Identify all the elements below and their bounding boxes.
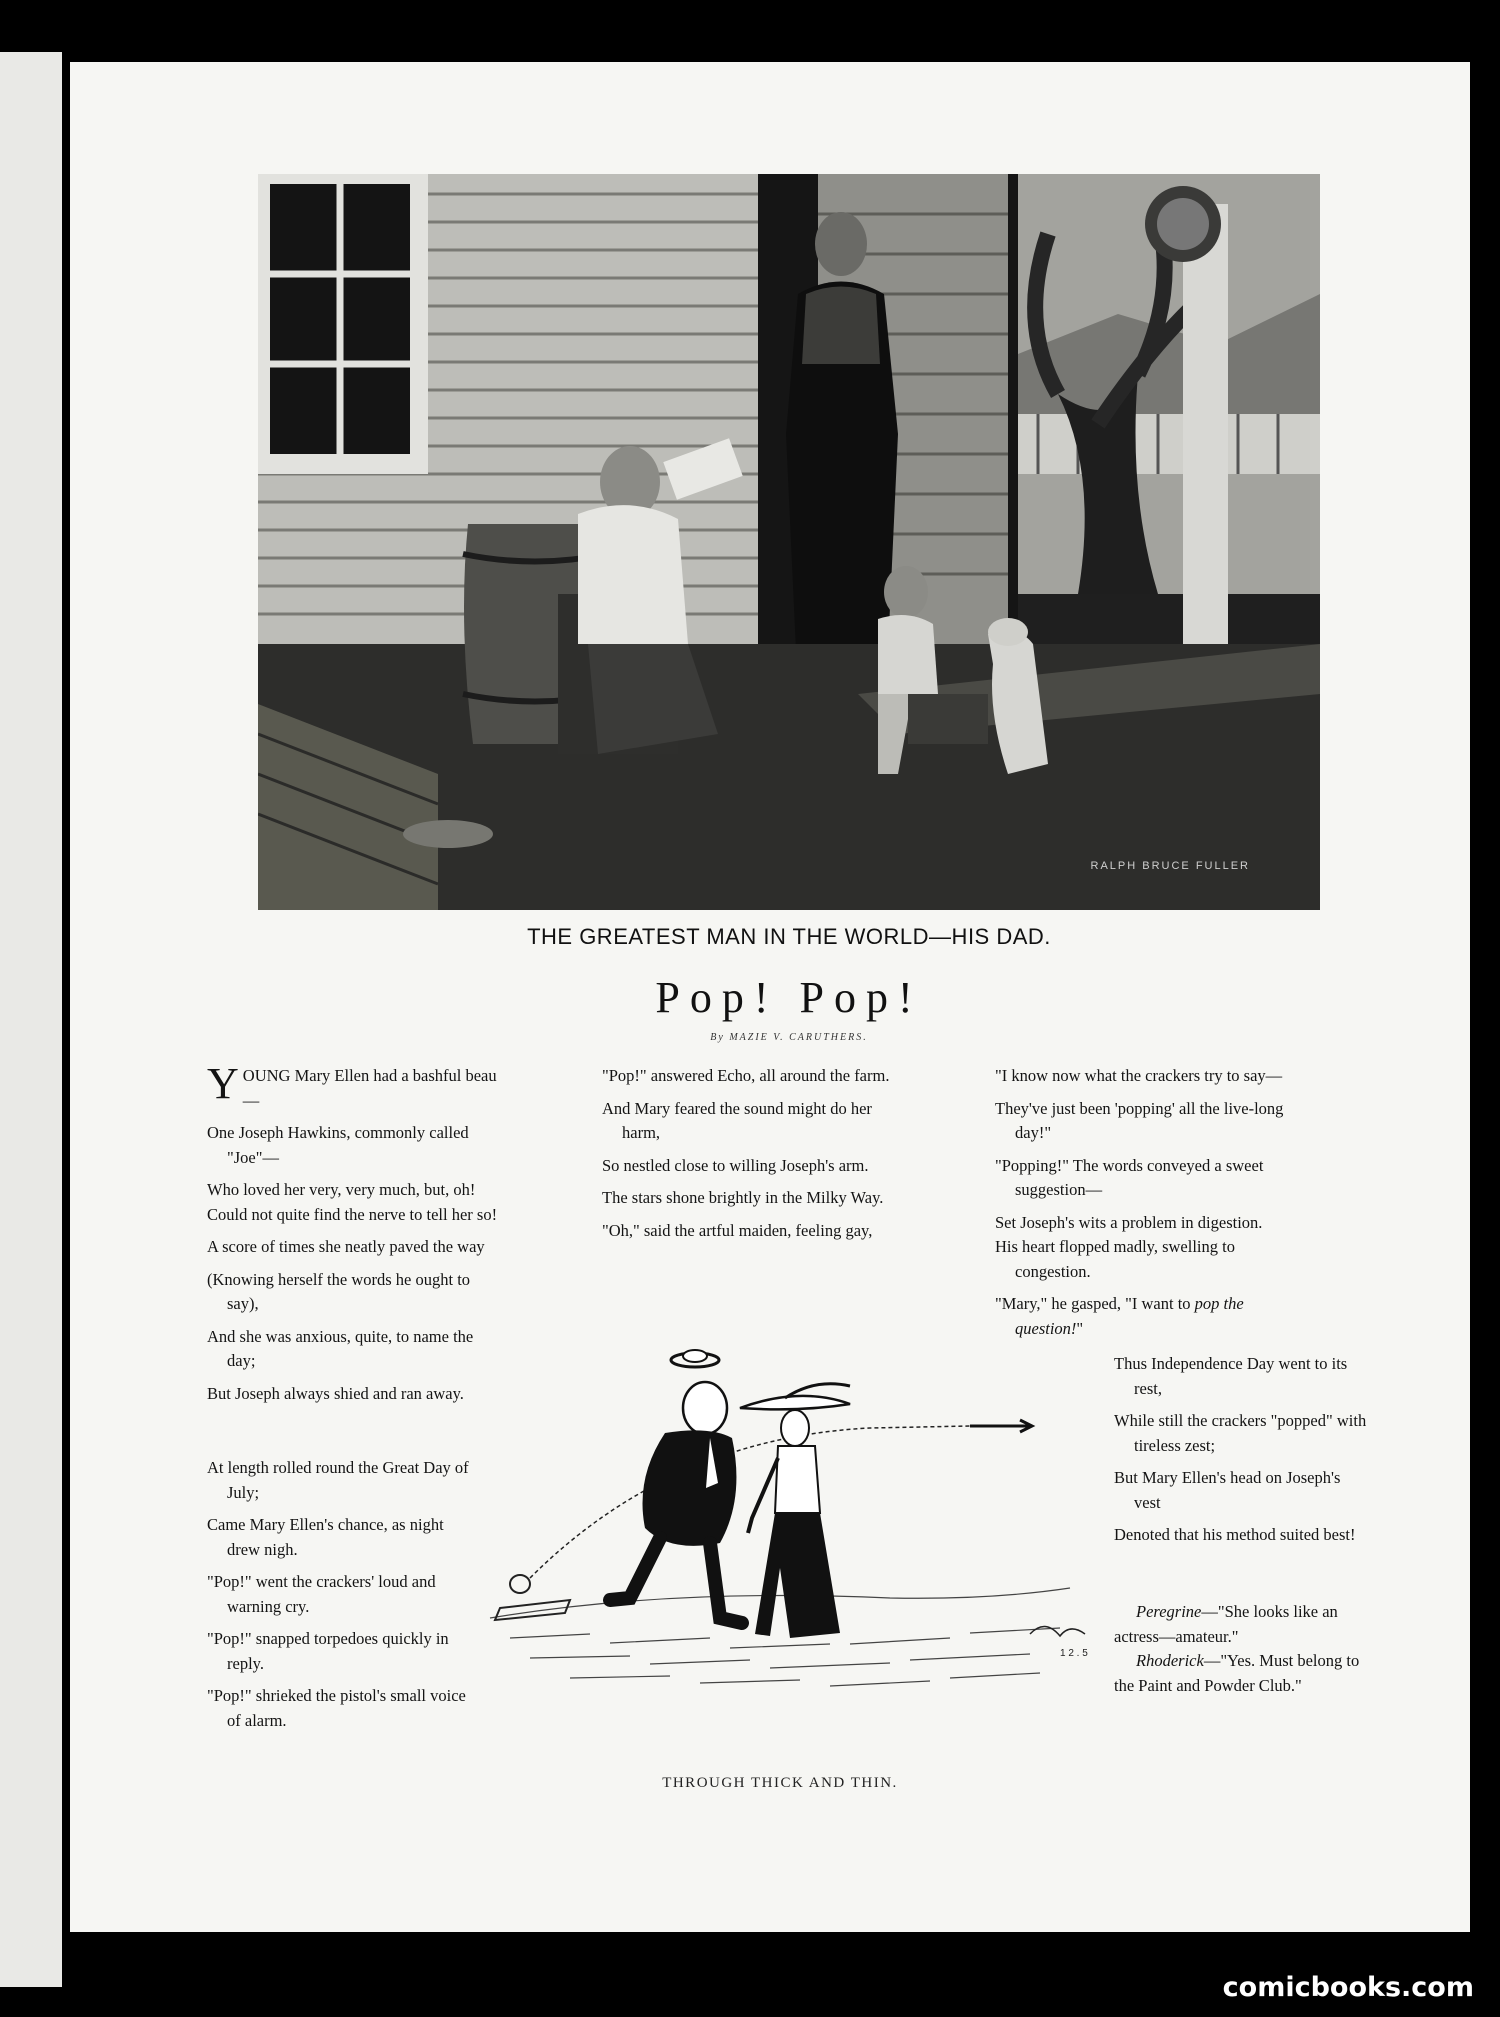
poem-line: "Pop!" answered Echo, all around the farm.	[602, 1066, 890, 1085]
poem-line: Thus Independence Day went to its rest,	[1114, 1354, 1348, 1398]
left-page-edge	[0, 52, 62, 1987]
magazine-page	[70, 62, 1470, 1932]
poem-line: "Popping!" The words conveyed a sweet suggestion—	[995, 1155, 1264, 1199]
poem-stanza-line: YOUNG Mary Ellen had a bashful beau—	[207, 1059, 497, 1110]
poem-line: Set Joseph's wits a problem in digestion.	[995, 1212, 1263, 1232]
speaker-name: Rhoderick	[1136, 1651, 1204, 1670]
poem-line: But Mary Ellen's head on Joseph's vest	[1114, 1468, 1341, 1512]
joke-line-1: Peregrine—"She looks like an actress—amateur."	[1114, 1602, 1338, 1646]
porch-illustration	[258, 174, 1320, 910]
poem-column-3	[995, 1064, 1287, 1349]
poem-line: Came Mary Ellen's chance, as night drew nigh.	[207, 1515, 444, 1559]
poem-line: A score of times she neatly paved the way	[207, 1237, 485, 1256]
poem-line: And Mary feared the sound might do her harm,	[602, 1098, 872, 1142]
poem-line: They've just been 'popping' all the live-long day!"	[995, 1098, 1284, 1142]
poem-byline: By MAZIE V. CARUTHERS.	[710, 1032, 868, 1043]
poem-column-1	[207, 1059, 499, 1414]
poem-line: One Joseph Hawkins, commonly called "Joe"—	[207, 1123, 469, 1167]
poem-line: At length rolled round the Great Day of July;	[207, 1458, 469, 1502]
poem-column-2	[602, 1064, 894, 1251]
poem-line: "Oh," said the artful maiden, feeling gay,	[602, 1220, 873, 1240]
cartoon-drawing	[470, 1338, 1110, 1728]
poem-line: Who loved her very, very much, but, oh!	[207, 1180, 476, 1199]
poem-line: Could not quite find the nerve to tell her so!	[207, 1204, 498, 1224]
artist-signature: RALPH BRUCE FULLER	[1090, 860, 1250, 872]
poem-line: "Pop!" shrieked the pistol's small voice of alarm.	[207, 1686, 466, 1730]
porch-scene-image	[258, 174, 1320, 910]
poem-line: The stars shone brightly in the Milky Way.	[602, 1188, 884, 1207]
cartoon-signature: 1 2 . 5	[1060, 1648, 1088, 1659]
joke-dialogue	[1114, 1600, 1370, 1698]
poem-line: "Mary," he gasped, "I want to pop the question!"	[995, 1294, 1244, 1338]
speaker-name: Peregrine	[1136, 1602, 1202, 1621]
poem-line: (Knowing herself the words he ought to say),	[207, 1269, 471, 1313]
poem-line: "Pop!" went the crackers' loud and warning cry.	[207, 1572, 436, 1616]
poem-line: And she was anxious, quite, to name the day;	[207, 1326, 474, 1370]
joke-line-2: Rhoderick—"Yes. Must belong to the Paint and Powder Club."	[1114, 1651, 1360, 1695]
poem-line: So nestled close to willing Joseph's arm.	[602, 1155, 869, 1175]
site-watermark: comicbooks.com	[1222, 1972, 1474, 2003]
drop-cap: Y	[207, 1059, 239, 1108]
italic-phrase: pop the question!	[1015, 1294, 1244, 1338]
cartoon-caption: THROUGH THICK AND THIN.	[662, 1775, 898, 1791]
illustration-caption: THE GREATEST MAN IN THE WORLD—HIS DAD.	[527, 924, 1051, 949]
poem-column-4	[1114, 1352, 1370, 1556]
poem-line: "Pop!" snapped torpedoes quickly in reply.	[207, 1629, 449, 1673]
poem-line: But Joseph always shied and ran away.	[207, 1383, 464, 1403]
poem-line: "I know now what the crackers try to say—	[995, 1066, 1283, 1085]
poem-line: His heart flopped madly, swelling to congestion.	[995, 1237, 1235, 1281]
poem-line: While still the crackers "popped" with tireless zest;	[1114, 1411, 1367, 1455]
poem-line: Denoted that his method suited best!	[1114, 1525, 1356, 1544]
poem-title: Pop! Pop!	[655, 973, 923, 1022]
poem-column-1-lower	[207, 1456, 469, 1741]
couple-cartoon	[470, 1338, 1110, 1728]
